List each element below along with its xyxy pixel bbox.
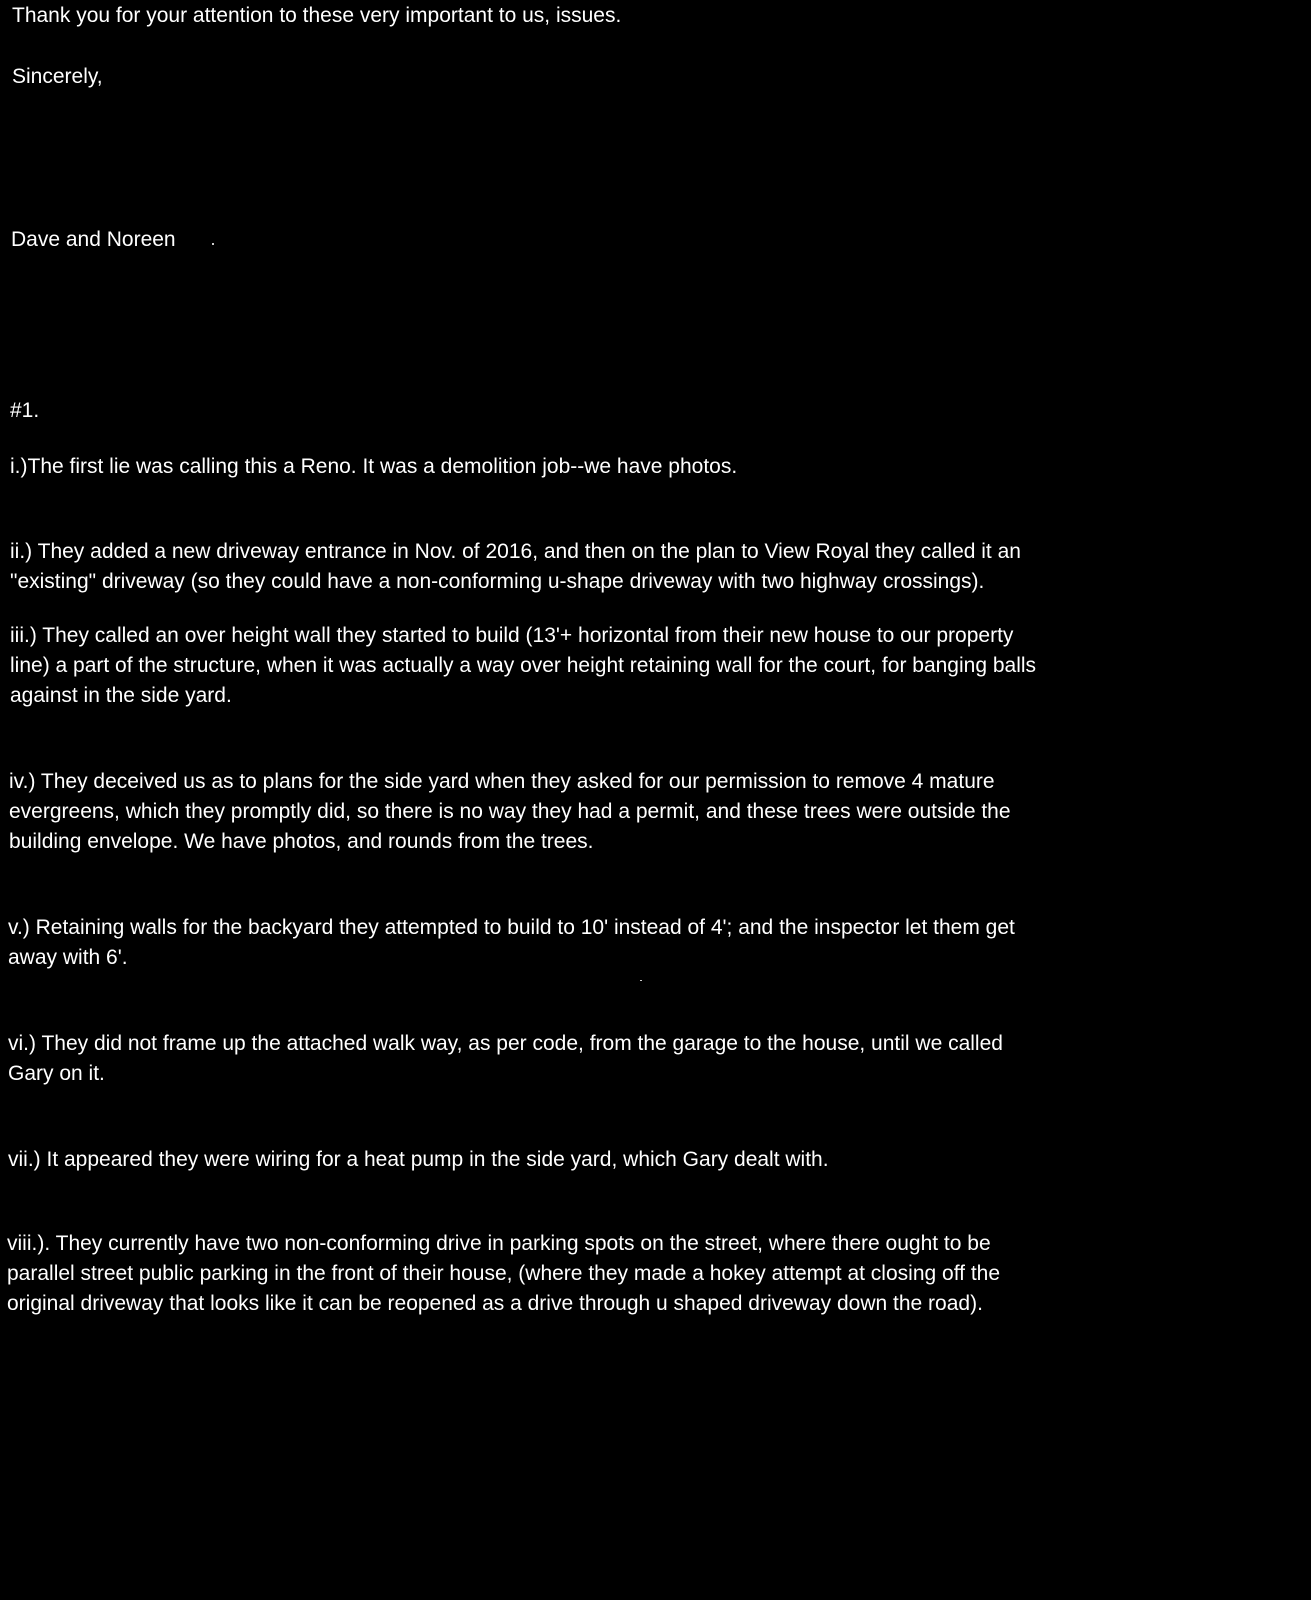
thanks-line: Thank you for your attention to these very important to us, issues. bbox=[12, 4, 622, 27]
scan-speck bbox=[212, 243, 214, 245]
list-item-vi bbox=[8, 1029, 1003, 1089]
list-item-line: i.)The first lie was calling this a Reno. It was a demolition job--we have photos. bbox=[10, 455, 738, 478]
list-item-i bbox=[10, 452, 737, 482]
list-item-line: line) a part of the structure, when it was actually a way over height retaining wall for the court, for banging balls bbox=[10, 654, 1037, 677]
list-item-v bbox=[8, 913, 1015, 973]
list-item-line: iii.) They called an over height wall they started to build (13'+ horizontal from their new house to our property bbox=[10, 624, 1014, 647]
list-item-line: Gary on it. bbox=[8, 1062, 105, 1085]
list-item-vii bbox=[8, 1145, 829, 1175]
list-item-viii bbox=[7, 1229, 1000, 1319]
list-item-line: iv.) They deceived us as to plans for the side yard when they asked for our permission to remove 4 mature bbox=[9, 770, 995, 793]
list-item-line: away with 6'. bbox=[8, 946, 128, 969]
list-item-line: parallel street public parking in the front of their house, (where they made a hokey attempt at closing off the bbox=[7, 1262, 1001, 1285]
section-heading: #1. bbox=[10, 399, 40, 422]
scan-speck bbox=[640, 980, 642, 981]
list-item-ii bbox=[10, 537, 1021, 597]
list-item-line: vii.) It appeared they were wiring for a heat pump in the side yard, which Gary dealt with. bbox=[8, 1148, 829, 1171]
list-item-line: vi.) They did not frame up the attached walk way, as per code, from the garage to the house, until we called bbox=[8, 1032, 1003, 1055]
list-item-line: building envelope. We have photos, and rounds from the trees. bbox=[9, 830, 594, 853]
list-item-line: original driveway that looks like it can be reopened as a drive through u shaped driveway down the road). bbox=[7, 1292, 983, 1315]
list-item-line: v.) Retaining walls for the backyard they attempted to build to 10' instead of 4'; and the inspector let them get bbox=[8, 916, 1015, 939]
list-item-line: ii.) They added a new driveway entrance in Nov. of 2016, and then on the plan to View Royal they called it an bbox=[10, 540, 1021, 563]
list-item-line: "existing" driveway (so they could have a non-conforming u-shape driveway with two highway crossings). bbox=[10, 570, 985, 593]
list-item-line: evergreens, which they promptly did, so there is no way they had a permit, and these trees were outside the bbox=[9, 800, 1011, 823]
list-item-line: against in the side yard. bbox=[10, 684, 232, 707]
list-item-iii bbox=[10, 621, 1036, 711]
list-item-line: viii.). They currently have two non-conforming drive in parking spots on the street, where there ought to be bbox=[7, 1232, 991, 1255]
closing-line: Sincerely, bbox=[12, 65, 103, 88]
signature-line: Dave and Noreen bbox=[11, 228, 176, 251]
list-item-iv bbox=[9, 767, 1011, 857]
